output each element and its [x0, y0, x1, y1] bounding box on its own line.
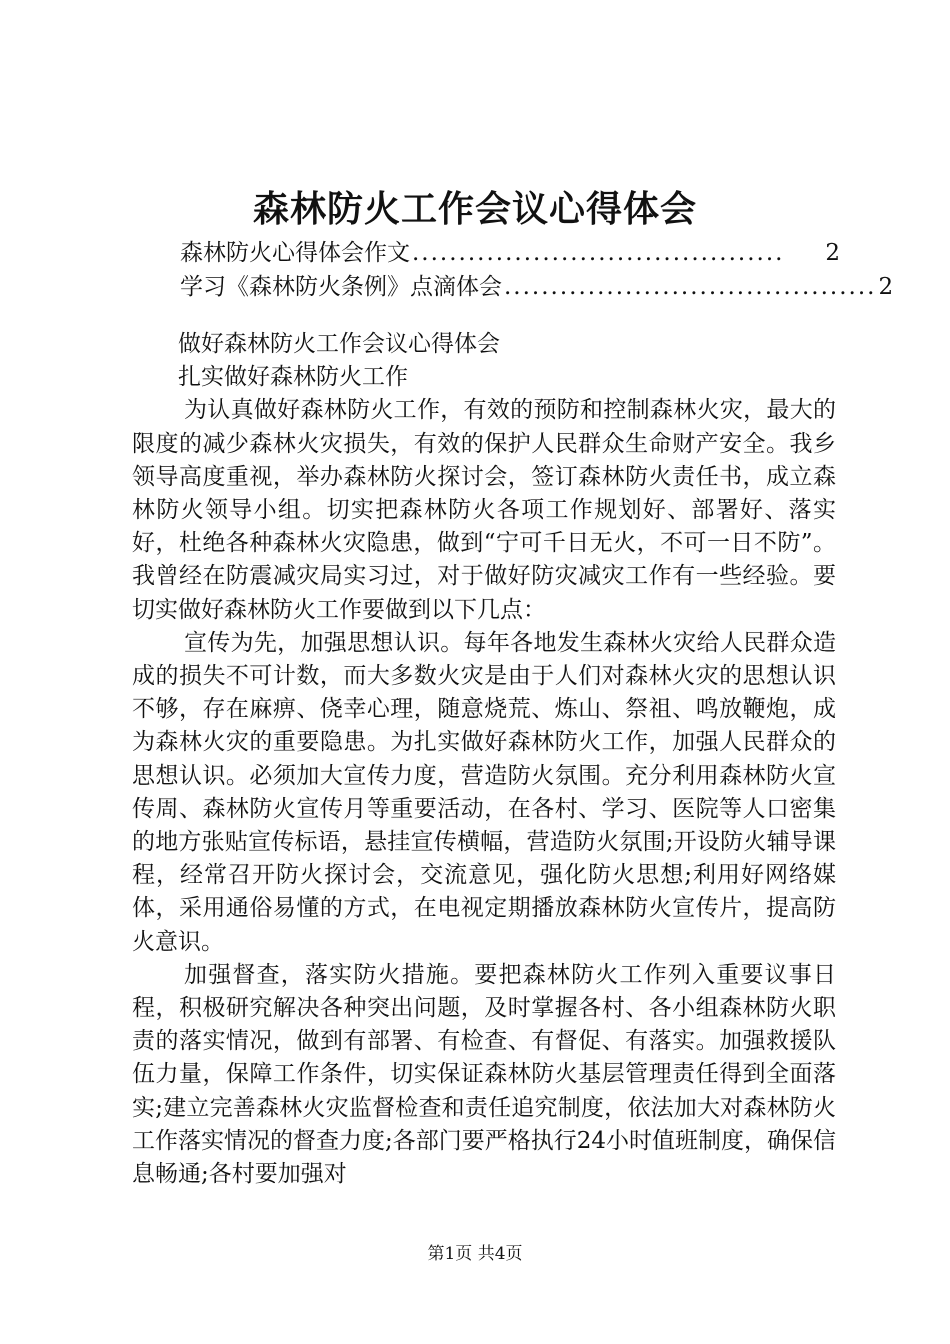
toc-entry-text: 学习《森林防火条例》点滴体会 [180, 274, 502, 300]
body-paragraph: 加强督查，落实防火措施。要把森林防火工作列入重要议事日程，积极研究解决各种突出问题，及时掌握各村、各小组森林防火职责的落实情况，做到有部署、有检查、有督促、有落实。加强救援队伍力量，保障工作条件，切实保证森林防火基层管理责任得到全面落实;建立完善森林火灾监督检查和责任追究制度，依法加大对森林防火工作落实情况的督查力度;各部门要严格执行24小时值班制度，确保信息畅通;各村要加强对 [132, 961, 837, 1188]
toc-leader-dots: ........................................ [504, 274, 877, 300]
section-heading: 做好森林防火工作会议心得体会 [178, 331, 500, 357]
toc-entry-text: 森林防火心得体会作文 [180, 240, 410, 266]
toc-leader-dots: ........................................ [412, 240, 785, 266]
section-subheading: 扎实做好森林防火工作 [178, 364, 408, 391]
toc-entry[interactable] [180, 236, 840, 270]
toc-page-number: 2 [878, 274, 894, 300]
body-paragraph: 为认真做好森林防火工作，有效的预防和控制森林火灾，最大的限度的减少森林火灾损失，有效的保护人民群众生命财产安全。我乡领导高度重视，举办森林防火探讨会，签订森林防火责任书，成立森林防火领导小组。切实把森林防火各项工作规划好、部署好、落实好，杜绝各种森林火灾隐患，做到“宁可千日无火，不可一日不防”。我曾经在防震减灾局实习过，对于做好防灾减灾工作有一些经验。要切实做好森林防火工作要做到以下几点： [132, 397, 836, 623]
body-paragraph: 宣传为先，加强思想认识。每年各地发生森林火灾给人民群众造成的损失不可计数，而大多数火灾是由于人们对森林火灾的思想认识不够，存在麻痹、侥幸心理，随意烧荒、炼山、祭祖、鸣放鞭炮，成为森林火灾的重要隐患。为扎实做好森林防火工作，加强人民群众的思想认识。必须加大宣传力度，营造防火氛围。充分利用森林防火宣传周、森林防火宣传月等重要活动，在各村、学习、医院等人口密集的地方张贴宣传标语，悬挂宣传横幅，营造防火氛围;开设防火辅导课程，经常召开防火探讨会，交流意见，强化防火思想;利用好网络媒体，采用通俗易懂的方式，在电视定期播放森林防火宣传片，提高防火意识。 [132, 629, 836, 955]
document-body [132, 328, 836, 1191]
document-title: 森林防火工作会议心得体会 [252, 189, 697, 230]
table-of-contents [180, 236, 894, 304]
toc-page-number: 2 [825, 240, 840, 266]
page-footer: 第1页 共4页 [427, 1244, 523, 1264]
toc-entry[interactable] [180, 270, 894, 304]
